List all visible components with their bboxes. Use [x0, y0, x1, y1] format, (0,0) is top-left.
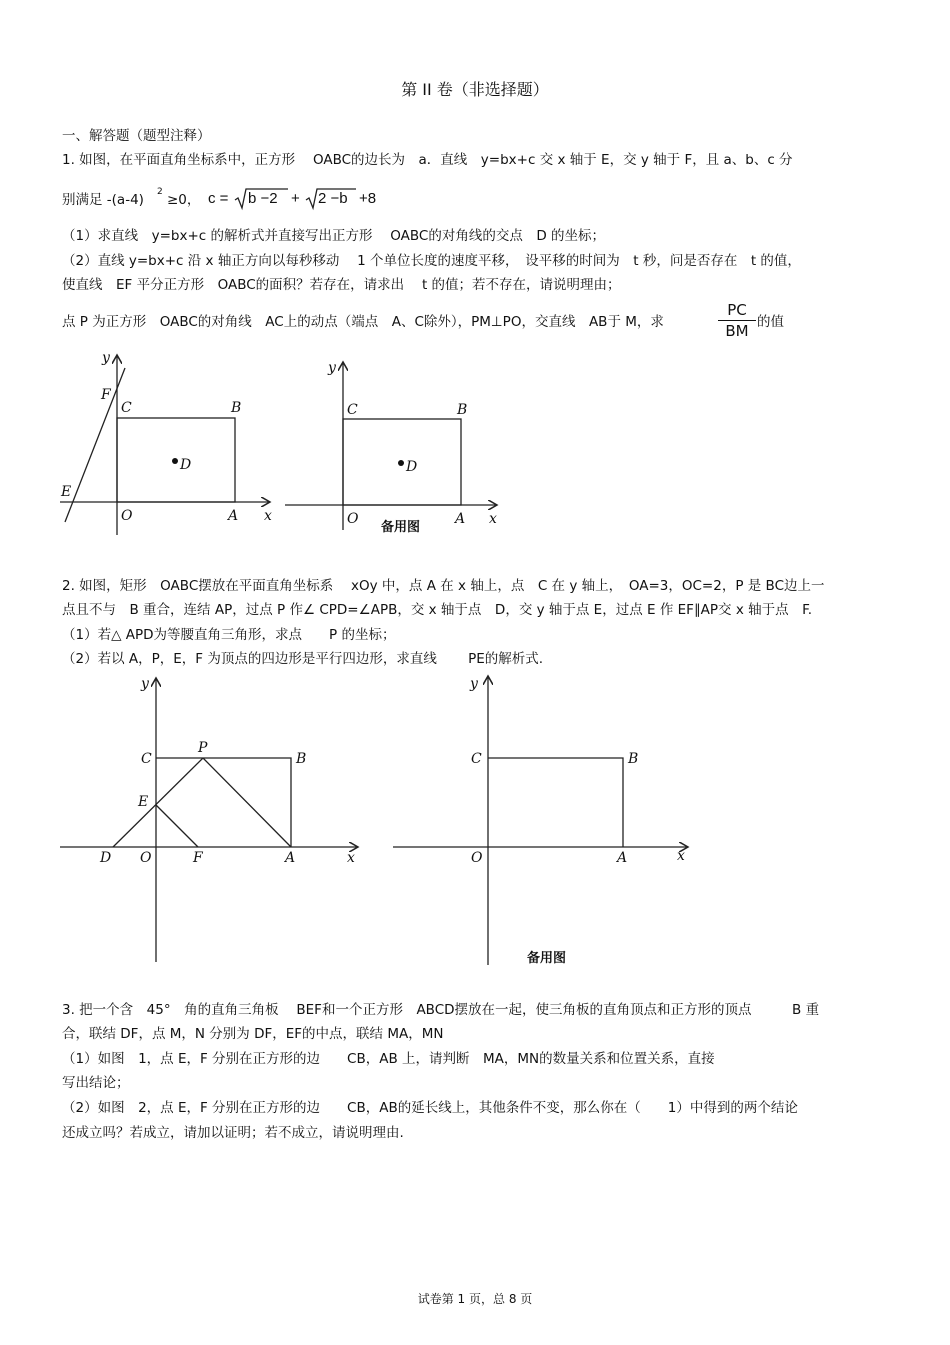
label-b: B — [231, 400, 242, 416]
page-title: 第 II 卷（非选择题） — [401, 80, 549, 99]
line-ef — [65, 368, 125, 522]
q3-part2-line1: （2）如图 2，点 E，F 分别在正方形的边 CB，AB的延长线上，其他条件不变，那么你在（ 1）中得到的两个结论 — [62, 1100, 798, 1116]
label-a: A — [285, 850, 296, 866]
label-c: C — [141, 751, 152, 767]
label-y: y — [102, 350, 110, 366]
q1-figures — [0, 350, 520, 550]
label-o: O — [471, 850, 483, 866]
fraction-numerator: PC — [718, 300, 756, 321]
label-y: y — [141, 676, 149, 692]
label-c: C — [471, 751, 482, 767]
label-o: O — [347, 511, 359, 527]
q1-part3: 点 P 为正方形 OABC的对角线 AC上的动点（端点 A、C除外），PM⊥PO，交直线 AB于 M，求 — [62, 314, 664, 330]
formula-radicand-2: 2 −b — [318, 190, 348, 207]
q3-part1-line2: 写出结论； — [62, 1075, 130, 1091]
label-d: D — [180, 457, 192, 473]
fraction-denominator: BM — [725, 322, 749, 340]
label-o: O — [121, 508, 133, 524]
q2-figures — [0, 670, 720, 975]
segment-pa — [203, 758, 291, 847]
spare-figure-caption: 备用图 — [381, 520, 421, 535]
formula-plus: + — [291, 190, 300, 207]
label-x: x — [347, 850, 355, 866]
q2-line2: 点且不与 B 重合，连结 AP，过点 P 作∠ CPD=∠APB，交 x 轴于点 D，交 y 轴于点 E，过点 E 作 EF∥AP交 x 轴于点 F. — [62, 602, 812, 618]
q2-line1: 2. 如图，矩形 OABC摆放在平面直角坐标系 xOy 中，点 A 在 x 轴上，点 C 在 y 轴上， OA=3，OC=2，P 是 BC边上一 — [62, 578, 825, 594]
segment-ef — [156, 805, 198, 847]
label-f: F — [193, 850, 203, 866]
label-o: O — [140, 850, 152, 866]
q3-line1: 3. 把一个含 45° 角的直角三角板 BEF和一个正方形 ABCD摆放在一起，使三角板的直角顶点和正方形的顶点 B 重 — [62, 1002, 820, 1018]
formula-c: c = — [208, 190, 229, 207]
q1-line2-condition: ≥0， — [167, 192, 201, 208]
label-e: E — [61, 484, 72, 500]
q1-figure-main — [60, 350, 272, 535]
q3-line2: 合，联结 DF，点 M，N 分别为 DF，EF的中点，联结 MA，MN — [62, 1026, 444, 1042]
label-x: x — [677, 848, 685, 864]
label-b: B — [296, 751, 307, 767]
q1-part2-line2: 使直线 EF 平分正方形 OABC的面积？若存在，请求出 t 的值；若不存在，请说明理由； — [62, 277, 621, 293]
label-b: B — [457, 402, 468, 418]
q1-exponent: 2 — [157, 187, 163, 197]
formula-tail: +8 — [359, 190, 377, 207]
spare-figure-caption: 备用图 — [527, 951, 567, 966]
q1-part3-tail: 的值 — [757, 314, 784, 330]
label-d: D — [406, 459, 418, 475]
label-e: E — [138, 794, 149, 810]
point-d — [398, 460, 404, 466]
page-footer: 试卷第 1 页，总 8 页 — [417, 1292, 533, 1306]
rectangle-oabc — [156, 758, 291, 847]
q2-figure-spare — [393, 676, 688, 966]
q1-part2-line1: （2）直线 y=bx+c 沿 x 轴正方向以每秒移动 1 个单位长度的速度平移， 设平移的时间为 t 秒，问是否存在 t 的值， — [62, 253, 801, 269]
segment-pd — [113, 758, 203, 847]
q2-part1: （1）若△ APD为等腰直角三角形，求点 P 的坐标； — [62, 627, 396, 643]
point-d — [172, 458, 178, 464]
fraction-pc-bm — [718, 300, 756, 341]
q2-part2: （2）若以 A，P，E，F 为顶点的四边形是平行四边形，求直线 PE的解析式. — [62, 651, 544, 667]
formula-radicand-1: b −2 — [248, 190, 278, 207]
label-c: C — [347, 402, 358, 418]
q1-line2-prefix: 别满足 -(a-4) — [62, 192, 144, 208]
label-a: A — [228, 508, 239, 524]
q3-part1-line1: （1）如图 1，点 E，F 分别在正方形的边 CB，AB 上，请判断 MA，MN的数量关系和位置关系，直接 — [62, 1051, 715, 1067]
q3-part2-line2: 还成立吗？若成立，请加以证明；若不成立，请说明理由. — [62, 1125, 404, 1141]
q1-figure-spare — [285, 360, 497, 535]
label-d: D — [100, 850, 112, 866]
q1-part1: （1）求直线 y=bx+c 的解析式并直接写出正方形 OABC的对角线的交点 D 的坐标； — [62, 228, 606, 244]
label-y: y — [470, 676, 478, 692]
section-heading: 一、解答题（题型注释） — [62, 128, 211, 144]
label-x: x — [489, 511, 497, 527]
label-p: P — [198, 740, 208, 756]
q1-line1: 1. 如图，在平面直角坐标系中，正方形 OABC的边长为 a．直线 y=bx+c 交 x 轴于 E，交 y 轴于 F，且 a、b、c 分 — [62, 152, 793, 168]
label-x: x — [264, 508, 272, 524]
label-y: y — [328, 360, 336, 376]
label-a: A — [617, 850, 628, 866]
rectangle-oabc — [488, 758, 623, 847]
label-c: C — [121, 400, 132, 416]
q2-figure-main — [60, 676, 358, 962]
label-f: F — [101, 387, 111, 403]
label-a: A — [455, 511, 466, 527]
label-b: B — [628, 751, 639, 767]
